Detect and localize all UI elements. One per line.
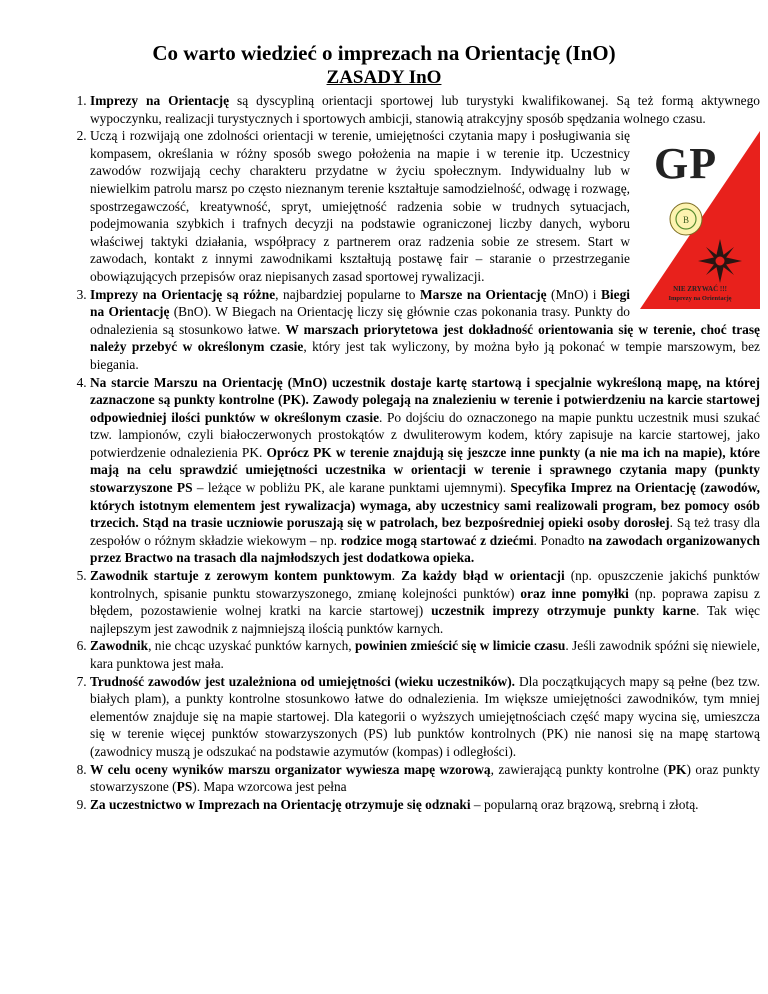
page-subtitle: ZASADY InO <box>326 67 442 88</box>
svg-text:B: 2. B <box>682 215 690 226</box>
list-item: 8. W celu oceny wyników marszu organizator wywiesza mapę wzorową, zawierającą punkty kontrolne (PK) oraz punkty stowarzyszone (PS). Mapa wzorcowa jest pełna <box>90 761 760 796</box>
card-warning-text: NIE ZRYWAĆ !!! <box>673 285 727 294</box>
list-item: 9. Za uczestnictwo w Imprezach na Orientację otrzymuje się odznaki – popularną oraz brązową, srebrną i złotą. <box>90 796 760 814</box>
rules-list <box>50 92 760 813</box>
list-item: 4. Na starcie Marszu na Orientację (MnO) uczestnik dostaje kartę startową i specjalnie wykreśloną mapę, na której zaznaczone są punkty kontrolne (PK). Zawody polegają na znalezieniu w terenie i potwierdzeniu na karcie startowej odpowiedniej ilości punktów w określonym czasie. Po dojściu do oznaczonego na mapie punktu uczestnik musi szukać tzw. lampionów, czyli białoczerwonych prostokątów z dwuliterowym kodem, który zapisuje na karcie startowej, jako potwierdzenie odnalezienia PK. Oprócz PK w terenie znajdują się jeszcze inne punkty (a nie ma ich na mapie), które mają na celu sprawdzić umiejętności uczestnika w orientacji w terenie i sprawnego czytania mapy (punkty stowarzyszone PS – leżące w pobliżu PK, ale karane punktami ujemnymi). Specyfika Imprez na Orientację (zawodów, których istotnym elementem jest rywalizacja) wymaga, aby uczestnicy sami realizowali program, bez pomocy osób trzecich. Stąd na trasie uczniowie poruszają się w patrolach, bez bezpośredniej opieki osoby dorosłej. Są też trasy dla zespołów o różnym składzie wiekowym – np. rodzice mogą startować z dziećmi. Ponadto na zawodach organizowanych przez Bractwo na trasach dla najmłodszych jest dodatkowa opieka. <box>90 374 760 568</box>
list-item: 7. Trudność zawodów jest uzależniona od umiejętności (wieku uczestników). Dla początkujących mapy są pełne (bez tzw. białych plam), a punkty kontrolne stosunkowo łatwe do odnalezienia. Im większe umiejętności zawodników, tym mniej elementów znajduje się na mapie startowej. Dla kategorii o wyższych umiejętnościach część mapy wycina się, umieszcza się w terenie więcej punktów stowarzyszonych (PS) lub punktów kontrolnych (PK) nie nanosi się na mapę startową (zawodnicy muszą je odszukać na podstawie azymutów (kompas) i odległości). <box>90 673 760 761</box>
card-gp-label: GP <box>654 139 718 189</box>
list-item: 6. Zawodnik, nie chcąc uzyskać punktów karnych, powinien zmieścić się w limicie czasu. Jeśli zawodnik spóźni się niewiele, kara punktowa jest mała. <box>90 637 760 672</box>
list-item: 3. Imprezy na Orientację są różne, najbardziej popularne to Marsze na Orientację (MnO) i Biegi na Orientację (BnO). W Biegach na Orientację liczy się głównie czas pokonania trasy. Punkty do odnalezienia są stosunkowo łatwe. W marszach priorytetowa jest dokładność orientowania się w terenie, choć trasę należy przebyć w określonym czasie, który jest tak wyliczony, by można było ją pokonać w tempie marszowym, bez biegania. <box>90 286 760 374</box>
list-item: 5. Zawodnik startuje z zerowym kontem punktowym. Za każdy błąd w orientacji (np. opuszczenie jakichś punktów kontrolnych, spisanie punktu stowarzyszonego, zmianę kolejności punktów) oraz inne pomyłki (np. poprawa zapisu z błędem, pozostawienie wolnej kratki na karcie startowej) uczestnik imprezy otrzymuje punkty karne. Tak więc najlepszym jest zawodnik z najmniejszą ilością punktów karnych. <box>90 567 760 637</box>
list-item: 2. B GP NIE ZRYWAĆ !!! Imprezy na Orientację Uczą i rozwijają one zdolności orientacji w terenie, umiejętności czytania mapy i posługiwania się kompasem, określania w różny sposób swego położenia na mapie i w terenie itp. Uczestnicy zawodów rozwijają cechy charakteru przydatne w życiu społecznym. Indywidualny lub w niewielkim patrolu marsz po często nieznanym terenie kształtuje samodzielność, odwagę i rozwagę, spostrzegawczość, kreatywność, spryt, umiejętność radzenia sobie w trudnych sytuacjach, podejmowania szybkich i trafnych decyzji na podstawie ograniczonej liczby danych, wyboru właściwej taktyki działania, współpracy z partnerem oraz radzenia sobie ze stresem. Start w zawodach, kontakt z innymi zawodnikami kształtują postawę fair – staranie o przestrzeganie obowiązujących przepisów oraz niepisanych zasad sportowej rywalizacji. <box>90 127 760 285</box>
card-caption: Imprezy na Orientację <box>668 295 732 303</box>
page-title: Co warto wiedzieć o imprezach na Orientację (InO) <box>152 41 616 65</box>
list-item: 1. Imprezy na Orientację są dyscypliną orientacji sportowej lub turystyki kwalifikowanej. Są też formą aktywnego wypoczynku, realizacji turystycznych i sportowych ambicji, stanowią atrakcyjny sposób spędzania wolnego czasu. <box>90 92 760 127</box>
control-card-image <box>640 131 760 309</box>
